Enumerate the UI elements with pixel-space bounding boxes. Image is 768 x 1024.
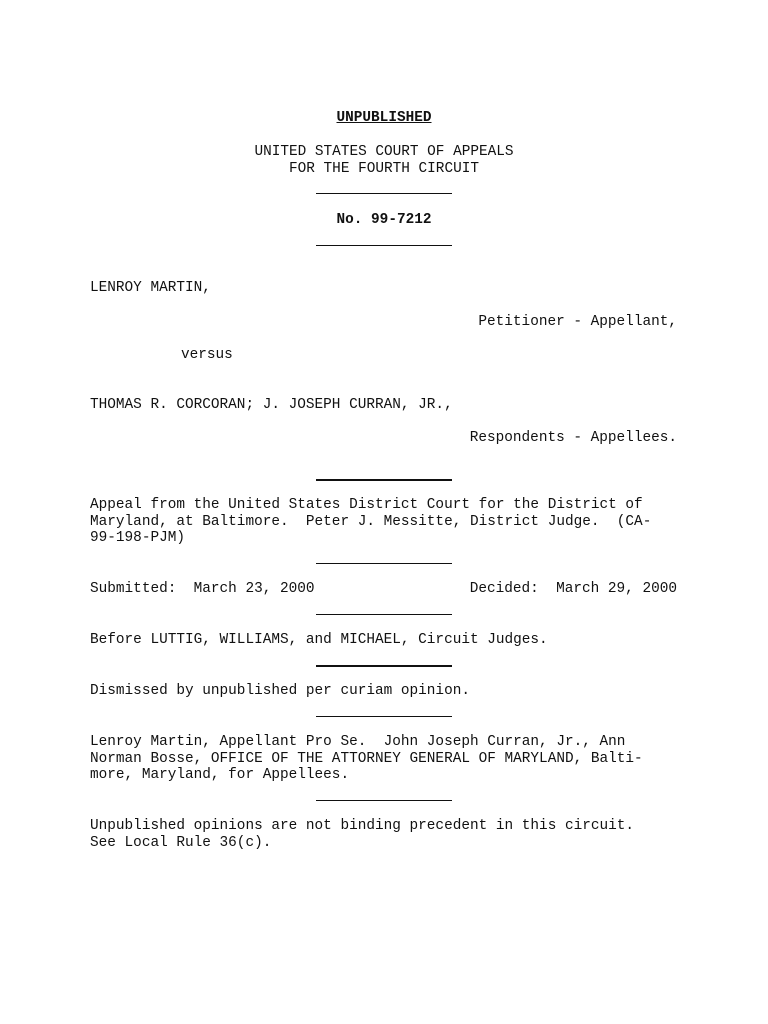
- appeal-line2: Maryland, at Baltimore. Peter J. Messitte, District Judge. (CA-: [90, 514, 652, 530]
- notice-line2: See Local Rule 36(c).: [90, 835, 272, 851]
- divider-rule: [316, 614, 452, 615]
- respondents-role: Respondents - Appellees.: [469, 430, 677, 446]
- disposition: Dismissed by unpublished per curiam opinion.: [90, 683, 470, 699]
- petitioner-role: Petitioner - Appellant,: [478, 314, 677, 330]
- respondents-name: THOMAS R. CORCORAN; J. JOSEPH CURRAN, JR.,: [90, 397, 453, 413]
- court-name-line2: FOR THE FOURTH CIRCUIT: [289, 161, 479, 177]
- unpublished-heading: UNPUBLISHED: [336, 110, 432, 126]
- counsel-line3: more, Maryland, for Appellees.: [90, 767, 350, 783]
- divider-rule: [316, 479, 452, 481]
- notice-line1: Unpublished opinions are not binding precedent in this circuit.: [90, 818, 635, 834]
- petitioner-name: LENROY MARTIN,: [90, 280, 211, 296]
- appeal-line3: 99-198-PJM): [90, 530, 185, 546]
- panel-judges: Before LUTTIG, WILLIAMS, and MICHAEL, Circuit Judges.: [90, 632, 548, 648]
- appeal-line1: Appeal from the United States District Court for the District of: [90, 497, 643, 513]
- submitted-date: Submitted: March 23, 2000: [90, 581, 315, 597]
- versus-label: versus: [181, 347, 233, 363]
- divider-rule: [316, 245, 452, 246]
- divider-rule: [316, 193, 452, 194]
- decided-date: Decided: March 29, 2000: [469, 581, 677, 597]
- court-name-line1: UNITED STATES COURT OF APPEALS: [254, 144, 514, 160]
- case-number: No. 99-7212: [336, 212, 432, 228]
- divider-rule: [316, 563, 452, 564]
- counsel-line2: Norman Bosse, OFFICE OF THE ATTORNEY GENERAL OF MARYLAND, Balti-: [90, 751, 643, 767]
- counsel-line1: Lenroy Martin, Appellant Pro Se. John Joseph Curran, Jr., Ann: [90, 734, 626, 750]
- divider-rule: [316, 716, 452, 717]
- divider-rule: [316, 665, 452, 667]
- divider-rule: [316, 800, 452, 801]
